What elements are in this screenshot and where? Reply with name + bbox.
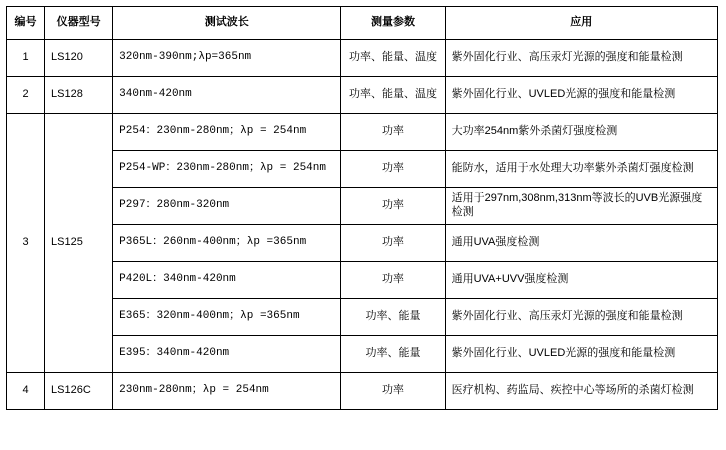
table-row bbox=[7, 114, 718, 151]
table-row bbox=[7, 299, 718, 336]
cell-application: 通用UVA强度检测 bbox=[445, 225, 717, 262]
cell-wavelength: P254：230nm-280nm；λp = 254nm bbox=[113, 114, 341, 151]
cell-number: 2 bbox=[7, 77, 45, 114]
cell-wavelength: 340nm-420nm bbox=[113, 77, 341, 114]
cell-application: 能防水，适用于水处理大功率紫外杀菌灯强度检测 bbox=[445, 151, 717, 188]
table-row bbox=[7, 77, 718, 114]
cell-wavelength: E395：340nm-420nm bbox=[113, 336, 341, 373]
cell-wavelength: P365L：260nm-400nm；λp =365nm bbox=[113, 225, 341, 262]
cell-parameter: 功率 bbox=[341, 151, 445, 188]
column-header-application: 应用 bbox=[445, 7, 717, 40]
cell-wavelength: E365：320nm-400nm；λp =365nm bbox=[113, 299, 341, 336]
column-header-number: 编号 bbox=[7, 7, 45, 40]
cell-parameter: 功率 bbox=[341, 114, 445, 151]
column-header-model: 仪器型号 bbox=[45, 7, 113, 40]
column-header-parameter: 测量参数 bbox=[341, 7, 445, 40]
specification-table bbox=[6, 6, 718, 410]
cell-number: 3 bbox=[7, 114, 45, 373]
cell-parameter: 功率 bbox=[341, 225, 445, 262]
cell-wavelength: P254-WP：230nm-280nm；λp = 254nm bbox=[113, 151, 341, 188]
table-row bbox=[7, 336, 718, 373]
cell-parameter: 功率 bbox=[341, 373, 445, 410]
cell-parameter: 功率、能量 bbox=[341, 299, 445, 336]
cell-number: 4 bbox=[7, 373, 45, 410]
cell-model: LS120 bbox=[45, 40, 113, 77]
table-row bbox=[7, 188, 718, 225]
cell-parameter: 功率 bbox=[341, 262, 445, 299]
table-row bbox=[7, 373, 718, 410]
cell-application: 通用UVA+UVV强度检测 bbox=[445, 262, 717, 299]
cell-application: 紫外固化行业、高压汞灯光源的强度和能量检测 bbox=[445, 299, 717, 336]
cell-application: 紫外固化行业、UVLED光源的强度和能量检测 bbox=[445, 336, 717, 373]
table-row bbox=[7, 40, 718, 77]
cell-wavelength: 230nm-280nm；λp = 254nm bbox=[113, 373, 341, 410]
column-header-wavelength: 测试波长 bbox=[113, 7, 341, 40]
cell-model: LS126C bbox=[45, 373, 113, 410]
cell-application: 大功率254nm紫外杀菌灯强度检测 bbox=[445, 114, 717, 151]
cell-model: LS128 bbox=[45, 77, 113, 114]
cell-parameter: 功率、能量 bbox=[341, 336, 445, 373]
cell-application: 适用于297nm,308nm,313nm等波长的UVB光源强度检测 bbox=[445, 188, 717, 225]
cell-parameter: 功率、能量、温度 bbox=[341, 77, 445, 114]
table-header-row bbox=[7, 7, 718, 40]
table-row bbox=[7, 225, 718, 262]
cell-application: 紫外固化行业、UVLED光源的强度和能量检测 bbox=[445, 77, 717, 114]
cell-wavelength: P420L：340nm-420nm bbox=[113, 262, 341, 299]
cell-wavelength: 320nm-390nm;λp=365nm bbox=[113, 40, 341, 77]
cell-parameter: 功率 bbox=[341, 188, 445, 225]
table-row bbox=[7, 262, 718, 299]
table-row bbox=[7, 151, 718, 188]
cell-application: 医疗机构、药监局、疾控中心等场所的杀菌灯检测 bbox=[445, 373, 717, 410]
cell-application: 紫外固化行业、高压汞灯光源的强度和能量检测 bbox=[445, 40, 717, 77]
cell-wavelength: P297：280nm-320nm bbox=[113, 188, 341, 225]
cell-model: LS125 bbox=[45, 114, 113, 373]
cell-number: 1 bbox=[7, 40, 45, 77]
cell-parameter: 功率、能量、温度 bbox=[341, 40, 445, 77]
